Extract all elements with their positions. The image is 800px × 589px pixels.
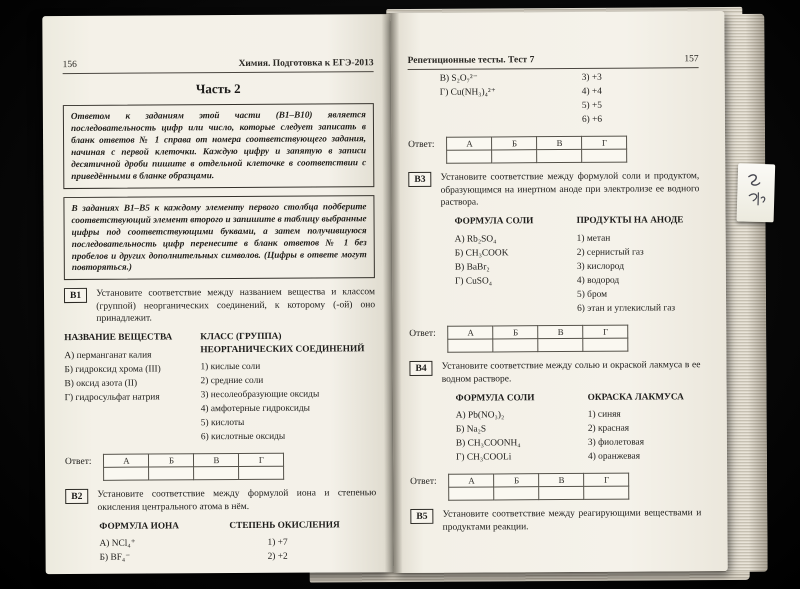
answer-cell	[537, 150, 582, 163]
match-item: В) BaBr₂	[454, 262, 490, 273]
task-b4-label: В4	[409, 361, 432, 376]
answer-col-header: Б	[494, 474, 539, 487]
answer-col-header: А	[447, 137, 492, 150]
b3-right-column	[577, 215, 685, 316]
match-item: 1) метан	[576, 233, 611, 244]
answer-col-header: А	[104, 454, 149, 467]
answer-cell	[492, 150, 537, 163]
answer-col-header: А	[448, 326, 493, 339]
task-b1-label: В1	[64, 288, 87, 303]
column-header: СТЕПЕНЬ ОКИСЛЕНИЯ	[229, 520, 340, 532]
match-item: 3) кислород	[576, 261, 625, 272]
match-item: В) CH₃COONH₄	[455, 438, 521, 449]
left-page-header	[63, 58, 374, 74]
b1-right-column	[200, 331, 371, 445]
answer-col-header: В	[194, 454, 239, 467]
answer-col-header: В	[539, 474, 584, 487]
task-b5-label: В5	[410, 509, 433, 524]
task-b1-text: Установите соответствие между названием вещества и классом (группой) неорганических соединений, к которому (-ой) оно принадлежит.	[96, 287, 376, 324]
match-item: 5) бром	[576, 289, 608, 300]
b2-cont-right-column	[582, 71, 602, 128]
b4-left-column	[456, 392, 588, 465]
task-b3-text: Установите соответствие между формулой соли и продуктом, образующимся на инертном аноде при электролизе ее водного раствора.	[440, 171, 700, 208]
b2-continuation-columns	[440, 70, 699, 128]
column-header: ПРОДУКТЫ НА АНОДЕ	[576, 215, 684, 227]
match-item: 6) +6	[581, 115, 603, 126]
match-item: А) NCl₄⁺	[99, 538, 136, 549]
task-b5	[410, 508, 701, 534]
answer-cell	[104, 467, 149, 480]
match-item: 2) красная	[587, 423, 630, 434]
match-item: 1) +7	[267, 537, 288, 548]
match-item: 3) +3	[581, 72, 602, 83]
answer-label: Ответ:	[64, 457, 92, 468]
answer-col-header: Б	[493, 326, 538, 339]
match-item: 2) сернистый газ	[576, 247, 644, 258]
match-item: В) оксид азота (II)	[64, 378, 138, 389]
match-item: 5) кислоты	[200, 418, 245, 429]
task-b3	[408, 171, 699, 210]
b1-match-columns	[64, 331, 376, 446]
column-header: ФОРМУЛА СОЛИ	[455, 393, 535, 404]
column-header: КЛАСС (ГРУППА) НЕОРГАНИЧЕСКИХ СОЕДИНЕНИЙ	[200, 332, 365, 355]
match-item: 4) амфотерные гидроксиды	[200, 403, 310, 415]
instruction-box-1: Ответом к заданиям этой части (В1–В10) является последовательность цифр или число, которые следует записать в бланк ответов № 1 справа от номера соответствующего задания, начиная с первой клеточки. Каждую цифру и запятую в записи десятичной дроби пишите в отдельной клеточке в соответствии с приведёнными в бланке образцами.	[63, 103, 375, 189]
match-item: А) Pb(NO₃)₂	[455, 410, 505, 421]
match-item: Г) CuSO₄	[454, 276, 493, 287]
task-b2	[65, 487, 376, 514]
answer-cell	[583, 338, 628, 351]
answer-col-header: А	[449, 474, 494, 487]
right-page	[390, 11, 727, 573]
match-item: 5) +5	[581, 100, 603, 112]
answer-block-b3	[409, 324, 700, 353]
answer-col-header: Г	[583, 325, 628, 338]
task-b5-text: Установите соответствие между реагирующими веществами и продуктами реакции.	[442, 508, 702, 533]
answer-cell	[493, 339, 538, 352]
task-b1	[64, 287, 375, 326]
task-b4-text: Установите соответствие между солью и окраской лакмуса в ее водном растворе.	[441, 360, 701, 385]
answer-cell	[447, 150, 492, 163]
answer-col-header: В	[538, 326, 583, 339]
b2-left-column	[99, 520, 229, 565]
right-page-header	[408, 54, 699, 70]
answer-block-b4	[410, 473, 701, 502]
answer-col-header: Б	[149, 454, 194, 467]
match-item: Б) BF₄⁻	[99, 552, 131, 564]
answer-cell	[194, 467, 239, 480]
task-b2-text: Установите соответствие между формулой иона и степенью окисления центрального атома в нём.	[97, 488, 377, 513]
answer-table	[448, 325, 629, 353]
task-b2-label: В2	[65, 489, 88, 504]
answer-cell	[448, 339, 493, 352]
b1-left-column	[64, 332, 201, 446]
match-item: 4) оранжевая	[587, 451, 641, 463]
column-header: ФОРМУЛА СОЛИ	[454, 216, 534, 228]
match-item: А) Rb₂SO₄	[454, 233, 497, 245]
answer-cell	[584, 487, 629, 500]
column-header: НАЗВАНИЕ ВЕЩЕСТВА	[64, 332, 173, 344]
answer-cell	[449, 487, 494, 500]
match-item: 6) кислотные оксиды	[200, 431, 286, 443]
match-item: В) S₂O₇²⁻	[439, 73, 478, 84]
b2-cont-left-column	[440, 71, 582, 128]
answer-cell	[239, 467, 284, 480]
answer-label: Ответ:	[408, 140, 435, 151]
match-item: 4) водород	[576, 275, 620, 286]
right-running-title: Репетиционные тесты. Тест 7	[407, 55, 535, 66]
left-page-number: 156	[62, 59, 77, 71]
b4-match-columns	[456, 391, 701, 465]
b4-right-column	[588, 391, 685, 464]
left-page	[42, 14, 393, 574]
answer-block-b1	[65, 452, 376, 481]
match-item: 6) этан и углекислый газ	[577, 303, 676, 315]
match-item: Г) CH₃COOLi	[455, 452, 512, 463]
match-item: 3) фиолетовая	[587, 437, 645, 449]
b2-match-columns	[99, 519, 376, 565]
answer-cell	[538, 339, 583, 352]
answer-cell	[582, 150, 627, 163]
match-item: Г) гидросульфат натрия	[64, 392, 160, 403]
b3-left-column	[455, 215, 578, 316]
match-item: 3) несолеобразующие оксиды	[200, 389, 320, 401]
task-b4	[409, 359, 700, 385]
answer-table	[449, 473, 630, 501]
match-item: Г) Cu(NH₃)₄²⁺	[439, 87, 496, 98]
match-item: 2) средние соли	[200, 375, 264, 386]
bookmark-handwriting-icon	[740, 167, 771, 218]
match-item: 2) +2	[267, 551, 288, 562]
answer-col-header: Г	[582, 137, 627, 150]
match-item: 4) +4	[581, 86, 602, 98]
b2-right-column	[229, 519, 340, 564]
answer-cell	[494, 487, 539, 500]
b3-match-columns	[455, 215, 701, 317]
match-item: А) перманганат калия	[64, 350, 152, 361]
match-item: 1) кислые соли	[200, 361, 261, 372]
match-item: 1) синяя	[587, 409, 621, 420]
bookmark-tab	[737, 163, 776, 222]
answer-col-header: Б	[492, 137, 537, 150]
match-item: Б) гидроксид хрома (III)	[64, 364, 161, 375]
part-title: Часть 2	[195, 80, 241, 97]
column-header: ФОРМУЛА ИОНА	[99, 521, 180, 532]
left-running-title: Химия. Подготовка к ЕГЭ-2013	[238, 58, 374, 69]
answer-col-header: В	[537, 137, 582, 150]
answer-col-header: Г	[584, 474, 629, 487]
answer-cell	[149, 467, 194, 480]
answer-col-header: Г	[239, 454, 284, 467]
match-item: Б) CH₃COOK	[454, 248, 509, 259]
instruction-box-2: В заданиях В1–В5 к каждому элементу первого столбца подберите соответствующий элемент второго и запишите в таблицу выбранные цифры под соответствующими буквами, а затем получившуюся последовательность цифр перенесите в бланк ответов № 1 без пробелов и других дополнительных символов. (Цифры в ответе могут повторяться.)	[63, 195, 375, 281]
answer-label: Ответ:	[410, 477, 437, 488]
right-page-number: 157	[684, 54, 699, 65]
book-spread	[36, 6, 767, 582]
page-edges-side	[722, 14, 767, 572]
answer-table	[103, 453, 284, 481]
answer-table	[446, 136, 627, 164]
answer-label: Ответ:	[409, 328, 436, 340]
answer-cell	[539, 487, 584, 500]
task-b3-label: В3	[408, 172, 431, 187]
column-header: ОКРАСКА ЛАКМУСА	[587, 392, 684, 403]
match-item: Б) Na₂S	[455, 424, 487, 435]
answer-block-b2	[408, 136, 699, 165]
